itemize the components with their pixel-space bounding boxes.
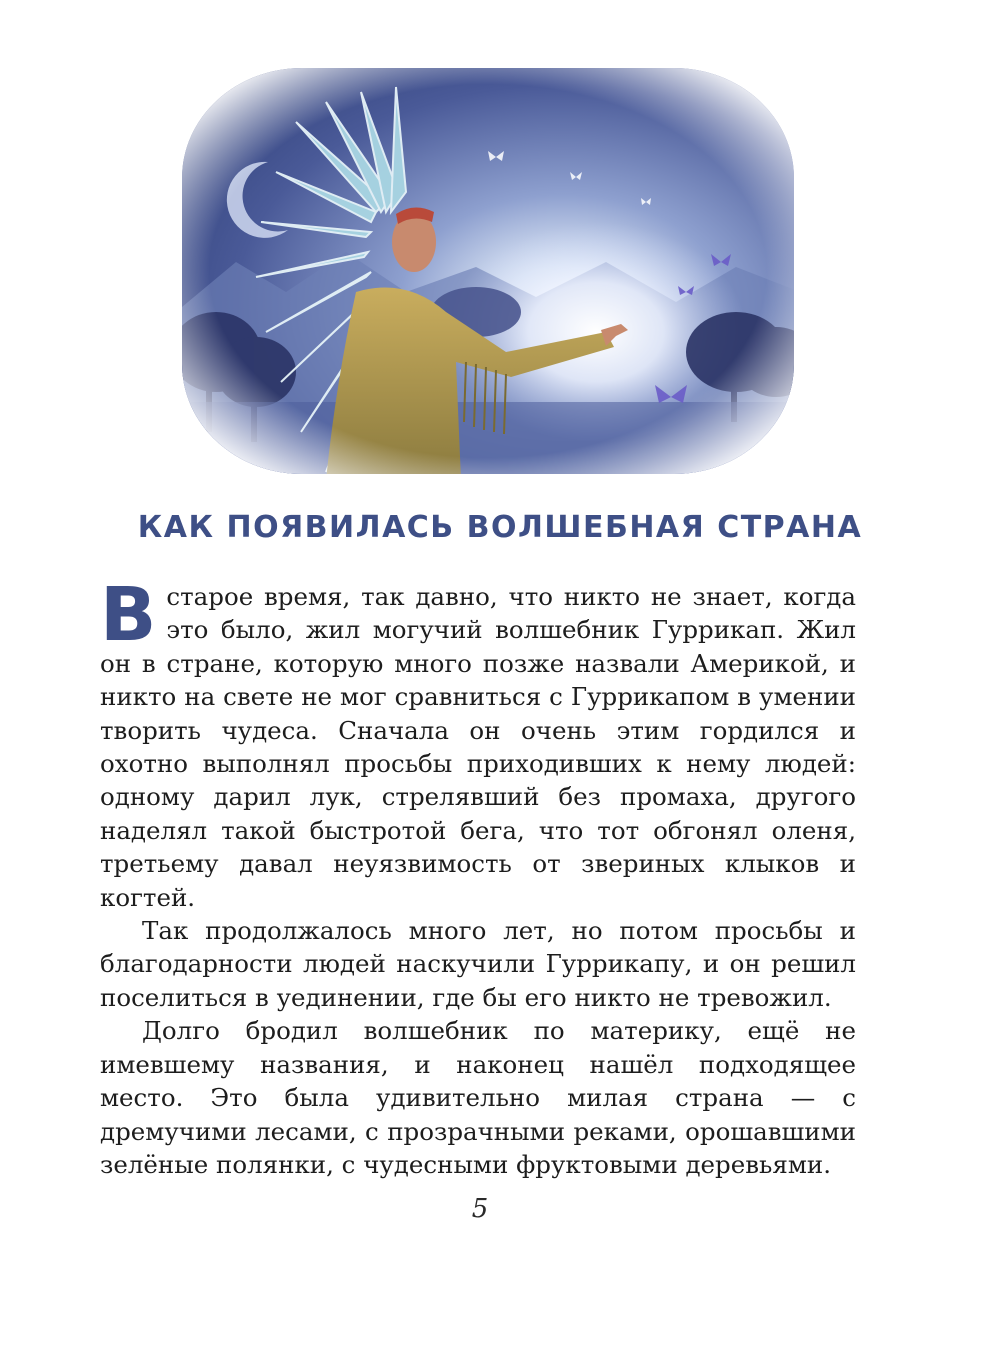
paragraph-2: Так продолжалось много лет, но потом просьбы и благодарности людей наскучили Гуррикапу, и он решил поселиться в уединении, где бы его никто не тревожил. — [100, 916, 856, 1012]
chief-wizard-illustration — [176, 62, 800, 480]
drop-cap: В — [100, 572, 157, 658]
paragraph-1-text: старое время, так давно, что никто не знает, когда это было, жил могучий волшебник Гуррикап. Жил он в стране, которую много позже назвали Америкой, и никто на свете не мог сравниться с Гуррикапом в умении творить чудеса. Сначала он очень этим гордился и охотно выполнял просьбы приходивших к нему людей: одному дарил лук, стрелявший без промаха, другого наделял такой быстротой бега, что тот обгонял оленя, третьему давал неуязвимость от звериных клыков и когтей. — [100, 582, 856, 912]
page-number: 5 — [471, 1194, 489, 1224]
paragraph-1 — [100, 572, 856, 914]
chapter-body — [100, 572, 856, 1181]
chapter-title: КАК ПОЯВИЛАСЬ ВОЛШЕБНАЯ СТРАНА — [137, 510, 863, 545]
paragraph-3: Долго бродил волшебник по материку, ещё не имевшему названия, и наконец нашёл подходящее место. Это была удивительно милая страна — с дремучими лесами, с прозрачными реками, орошавшими зелёные полянки, с чудесными фруктовыми деревьями. — [100, 1016, 856, 1179]
